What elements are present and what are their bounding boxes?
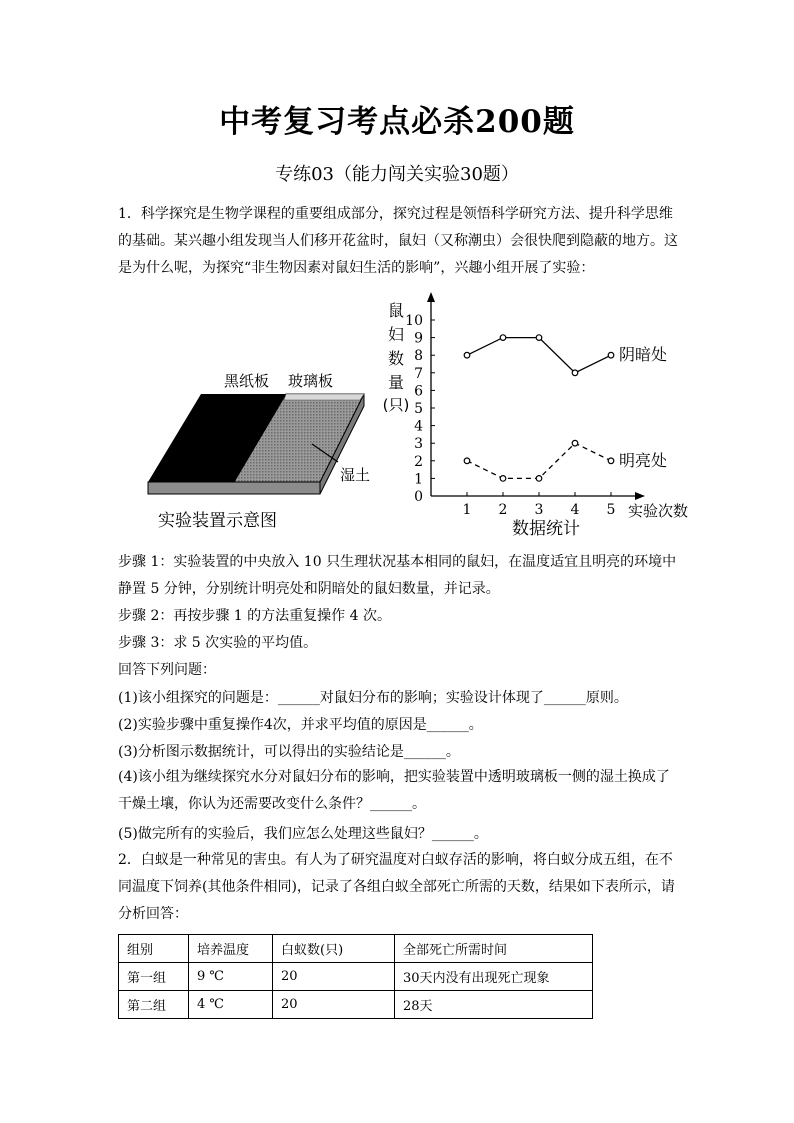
data-point xyxy=(464,352,470,358)
apparatus-caption: 实验装置示意图 xyxy=(158,511,277,531)
series-label: 明亮处 xyxy=(619,450,668,470)
x-axis-label: 实验次数 xyxy=(627,502,688,520)
q1-sub3: (3)分析图示数据统计，可以得出的实验结论是______。 xyxy=(118,744,460,760)
table-cell: 9 ℃ xyxy=(189,963,273,991)
y-axis-arrow xyxy=(427,292,435,302)
series-line-dark xyxy=(467,338,611,373)
y-axis-label-unit: (只) xyxy=(382,396,410,414)
table-row xyxy=(119,963,593,991)
y-axis-label-char: 鼠 xyxy=(387,301,405,320)
y-axis-label-char: 量 xyxy=(387,373,405,392)
page-subtitle: 专练03（能力闯关实验30题） xyxy=(275,164,519,185)
chart-caption: 数据统计 xyxy=(512,519,580,538)
q1-sub5: (5)做完所有的实验后，我们应怎么处理这些鼠妇？______。 xyxy=(118,826,488,842)
data-chart xyxy=(376,292,688,538)
table-cell: 20 xyxy=(273,963,395,991)
y-tick-label: 10 xyxy=(405,313,423,329)
y-tick-label: 5 xyxy=(414,401,423,417)
q1-step1-line1: 步骤 1：实验装置的中央放入 10 只生理状况基本相同的鼠妇，在温度适宜且明亮的环境中 xyxy=(118,554,677,570)
table-row xyxy=(119,991,593,1019)
y-tick-label: 1 xyxy=(414,471,423,488)
y-axis-label-char: 数 xyxy=(387,349,405,368)
table-header-cell: 组别 xyxy=(119,935,189,963)
q1-sub2: (2)实验步骤中重复操作4次，并求平均值的原因是______。 xyxy=(118,717,483,733)
label-glass-plate: 玻璃板 xyxy=(288,372,334,390)
data-point xyxy=(608,352,614,358)
x-tick-label: 2 xyxy=(498,502,508,518)
y-tick-label: 7 xyxy=(414,365,423,382)
page-title: 中考复习考点必杀200题 xyxy=(219,104,575,140)
table-cell: 第一组 xyxy=(119,963,189,991)
table-header-row xyxy=(119,935,593,963)
y-tick-label: 9 xyxy=(414,330,423,347)
line-chart xyxy=(376,292,688,538)
data-point xyxy=(608,458,614,464)
y-tick-label: 2 xyxy=(414,453,423,470)
data-point xyxy=(536,476,542,482)
series-label: 阴暗处 xyxy=(619,345,668,365)
table-cell: 4 ℃ xyxy=(189,991,273,1019)
series-line-bright xyxy=(467,443,611,478)
q1-step1-line2: 静置 5 分钟，分别统计明亮处和阴暗处的鼠妇数量，并记录。 xyxy=(118,581,500,597)
label-black-board: 黑纸板 xyxy=(224,372,270,390)
q1-answer-intro: 回答下列问题： xyxy=(118,662,216,678)
data-point xyxy=(500,476,506,482)
q1-sub4: (4)该小组为继续探究水分对鼠妇分布的影响，把实验装置中透明玻璃板一侧的湿土换成了干燥土壤，你认为还需要改变什么条件？______。 xyxy=(118,769,670,812)
y-tick-label: 3 xyxy=(414,436,423,453)
x-tick-label: 5 xyxy=(606,502,616,518)
x-tick-label: 4 xyxy=(570,502,580,518)
q1-sub1: (1)该小组探究的问题是：______对鼠妇分布的影响；实验设计体现了______原则。 xyxy=(118,690,628,706)
q2-intro: 2．白蚁是一种常见的害虫。有人为了研究温度对白蚁存活的影响，将白蚁分成五组，在不同温度下饲养(其他条件相同)，记录了各组白蚁全部死亡所需的天数，结果如下表所示，请分析回答： xyxy=(118,852,675,922)
x-tick-label: 3 xyxy=(534,502,544,518)
data-point xyxy=(536,335,542,341)
apparatus-figure xyxy=(142,366,382,536)
x-tick-label: 1 xyxy=(462,502,472,518)
data-point xyxy=(572,370,578,376)
data-point xyxy=(500,335,506,341)
y-tick-label: 4 xyxy=(414,418,423,435)
y-tick-label: 0 xyxy=(414,489,423,505)
y-axis-label-char: 妇 xyxy=(387,325,405,344)
termite-table xyxy=(118,934,593,1019)
x-axis-arrow xyxy=(635,492,645,500)
table-header-cell: 全部死亡所需时间 xyxy=(395,935,593,963)
y-tick-label: 6 xyxy=(414,383,423,400)
data-point xyxy=(572,440,578,446)
table-cell: 28天 xyxy=(395,991,593,1019)
table-cell: 30天内没有出现死亡现象 xyxy=(395,963,593,991)
q1-intro: 1．科学探究是生物学课程的重要组成部分，探究过程是领悟科学研究方法、提升科学思维的基础。某兴趣小组发现当人们移开花盆时，鼠妇（又称潮虫）会很快爬到隐蔽的地方。这是为什么呢，为探究“非生物因素对鼠妇生活的影响”，兴趣小组开展了实验： xyxy=(118,206,678,276)
table-cell: 20 xyxy=(273,991,395,1019)
table-header-cell: 白蚁数(只) xyxy=(273,935,395,963)
q1-step3: 步骤 3：求 5 次实验的平均值。 xyxy=(118,635,318,651)
y-tick-label: 8 xyxy=(414,348,423,365)
table-cell: 第二组 xyxy=(119,991,189,1019)
data-point xyxy=(464,458,470,464)
table-header-cell: 培养温度 xyxy=(189,935,273,963)
label-wet-soil: 湿土 xyxy=(340,466,371,484)
q1-step2: 步骤 2：再按步骤 1 的方法重复操作 4 次。 xyxy=(118,608,391,624)
